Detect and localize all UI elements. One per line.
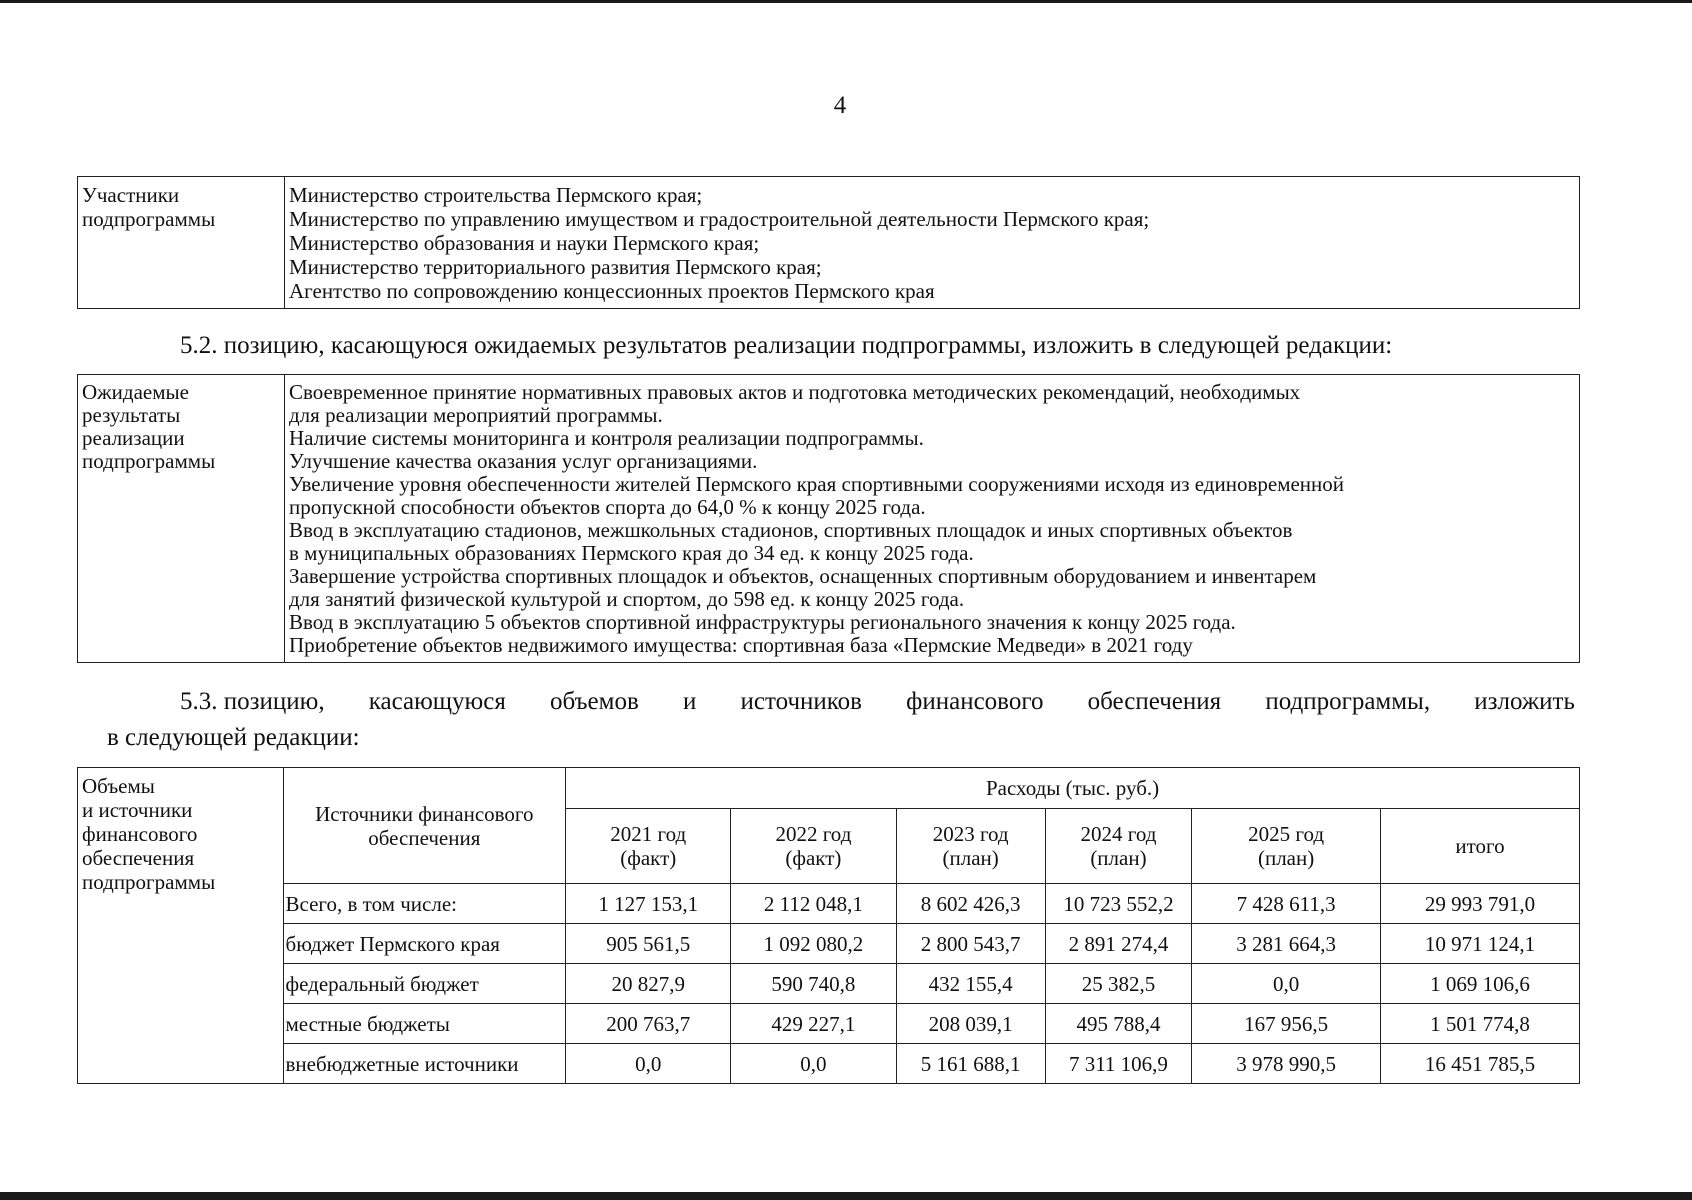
label-line: Объемы [82, 774, 155, 798]
result-line: Своевременное принятие нормативных правовых актов и подготовка методических рекомендаций, необходимых [289, 380, 1301, 404]
table-cell: 3 281 664,3 [1192, 924, 1381, 964]
table-cell: 20 827,9 [566, 964, 731, 1004]
word: 5.3. позицию, [180, 688, 325, 715]
word: финансового [906, 688, 1044, 715]
result-line: Улучшение качества оказания услуг организациями. [289, 449, 758, 473]
table-cell: 16 451 785,5 [1381, 1044, 1580, 1084]
table-row [78, 924, 1580, 964]
label-line: подпрограммы [82, 449, 216, 473]
result-line: Увеличение уровня обеспеченности жителей Пермского края спортивными сооружениями исходя из единовременной [289, 472, 1345, 496]
word: источников [740, 688, 862, 715]
table-cell: 1 127 153,1 [566, 884, 731, 924]
label-line: финансового [82, 822, 198, 846]
row-label: местные бюджеты [283, 1004, 566, 1044]
results-label [78, 375, 285, 663]
table-cell: 2 112 048,1 [731, 884, 896, 924]
label-line: реализации [82, 426, 185, 450]
word: обеспечения [1087, 688, 1222, 715]
year-status: (факт) [620, 846, 677, 870]
participants-list [285, 177, 1580, 309]
paragraph-5-3-line-2: в следующей редакции: [107, 724, 360, 751]
paragraph-5-2: 5.2. позицию, касающуюся ожидаемых результатов реализации подпрограммы, изложить в следующей редакции: [180, 332, 1393, 359]
word: подпрограммы, [1265, 688, 1431, 715]
year-label: 2021 год [610, 822, 687, 846]
header-line: Источники финансового [315, 801, 534, 826]
table-cell: 8 602 426,3 [896, 884, 1045, 924]
participants-label [78, 177, 285, 309]
table-cell: 1 092 080,2 [731, 924, 896, 964]
label-line: подпрограммы [82, 870, 216, 894]
result-line: Приобретение объектов недвижимого имущества: спортивная база «Пермские Медведи» в 2021 году [289, 633, 1193, 657]
year-status: (план) [942, 846, 999, 870]
result-line: для реализации мероприятий программы. [289, 403, 663, 427]
page-number: 4 [833, 92, 847, 119]
table-cell: 7 428 611,3 [1192, 884, 1381, 924]
header-line: обеспечения [368, 825, 481, 850]
table-cell: 7 311 106,9 [1045, 1044, 1191, 1084]
label-line: подпрограммы [82, 207, 216, 231]
row-label: Всего, в том числе: [283, 884, 566, 924]
year-label: 2024 год [1080, 822, 1157, 846]
year-header [896, 809, 1045, 884]
table-cell: 2 891 274,4 [1045, 924, 1191, 964]
table-row [78, 1004, 1580, 1044]
label-line: Ожидаемые [82, 380, 189, 404]
year-label: 2023 год [932, 822, 1009, 846]
list-item: Министерство по управлению имуществом и градостроительной деятельности Пермского края; [289, 207, 1150, 231]
table-cell: 10 971 124,1 [1381, 924, 1580, 964]
table-cell: 1 501 774,8 [1381, 1004, 1580, 1044]
year-label: 2025 год [1248, 822, 1325, 846]
word: изложить [1474, 688, 1575, 715]
table-cell: 495 788,4 [1045, 1004, 1191, 1044]
table-cell: 1 069 106,6 [1381, 964, 1580, 1004]
result-line: в муниципальных образованиях Пермского края до 34 ед. к концу 2025 года. [289, 541, 974, 565]
table-row [78, 964, 1580, 1004]
expected-results-table [77, 374, 1580, 663]
result-line: пропускной способности объектов спорта до 64,0 % к концу 2025 года. [289, 495, 926, 519]
table-cell: 0,0 [731, 1044, 896, 1084]
table-cell: 3 978 990,5 [1192, 1044, 1381, 1084]
list-item: Министерство образования и науки Пермского края; [289, 231, 760, 255]
label-line: обеспечения [82, 846, 195, 870]
table-cell: 0,0 [566, 1044, 731, 1084]
label-line: результаты [82, 403, 181, 427]
label-line: Участники [82, 183, 180, 207]
financing-table [77, 767, 1580, 1084]
table-cell: 432 155,4 [896, 964, 1045, 1004]
result-line: для занятий физической культурой и спортом, до 598 ед. к концу 2025 года. [289, 587, 965, 611]
paragraph-5-3 [107, 684, 1575, 756]
word: и [682, 688, 697, 715]
table-cell: 429 227,1 [731, 1004, 896, 1044]
year-header [1192, 809, 1381, 884]
table-row [78, 177, 1580, 309]
year-header [1045, 809, 1191, 884]
year-header [566, 809, 731, 884]
year-status: (план) [1090, 846, 1147, 870]
table-cell: 25 382,5 [1045, 964, 1191, 1004]
results-list [285, 375, 1580, 663]
table-header-row [78, 768, 1580, 809]
table-cell: 905 561,5 [566, 924, 731, 964]
table-cell: 200 763,7 [566, 1004, 731, 1044]
table-row [78, 884, 1580, 924]
year-header [731, 809, 896, 884]
scan-edge-top [0, 0, 1692, 3]
year-status: (факт) [785, 846, 842, 870]
label-line: и источники [82, 798, 193, 822]
table-cell: 2 800 543,7 [896, 924, 1045, 964]
table-row [78, 1044, 1580, 1084]
list-item: Министерство строительства Пермского края; [289, 183, 703, 207]
table-cell: 167 956,5 [1192, 1004, 1381, 1044]
sources-header [283, 768, 566, 884]
table-row [78, 375, 1580, 663]
table-cell: 590 740,8 [731, 964, 896, 1004]
result-line: Завершение устройства спортивных площадок и объектов, оснащенных спортивным оборудованием и инвентарем [289, 564, 1317, 588]
list-item: Министерство территориального развития Пермского края; [289, 255, 822, 279]
table-cell: 29 993 791,0 [1381, 884, 1580, 924]
expenses-header: Расходы (тыс. руб.) [566, 768, 1580, 809]
paragraph-5-3-line-1 [107, 684, 1575, 720]
word: касающуюся [368, 688, 506, 715]
result-line: Ввод в эксплуатацию стадионов, межшкольных стадионов, спортивных площадок и иных спортивных объектов [289, 518, 1293, 542]
table-cell: 0,0 [1192, 964, 1381, 1004]
table-cell: 5 161 688,1 [896, 1044, 1045, 1084]
result-line: Наличие системы мониторинга и контроля реализации подпрограммы. [289, 426, 924, 450]
year-label: 2022 год [775, 822, 852, 846]
year-status: (план) [1257, 846, 1315, 870]
row-label: внебюджетные источники [283, 1044, 566, 1084]
row-label: федеральный бюджет [283, 964, 566, 1004]
total-header: итого [1381, 809, 1580, 884]
table-cell: 10 723 552,2 [1045, 884, 1191, 924]
participants-table [77, 176, 1580, 309]
table-cell: 208 039,1 [896, 1004, 1045, 1044]
word: объемов [550, 688, 639, 715]
scan-edge-bottom [0, 1192, 1692, 1200]
list-item: Агентство по сопровождению концессионных проектов Пермского края [289, 279, 935, 303]
row-label: бюджет Пермского края [283, 924, 566, 964]
financing-label [78, 768, 284, 1084]
result-line: Ввод в эксплуатацию 5 объектов спортивной инфраструктуры регионального значения к концу 2025 года. [289, 610, 1236, 634]
